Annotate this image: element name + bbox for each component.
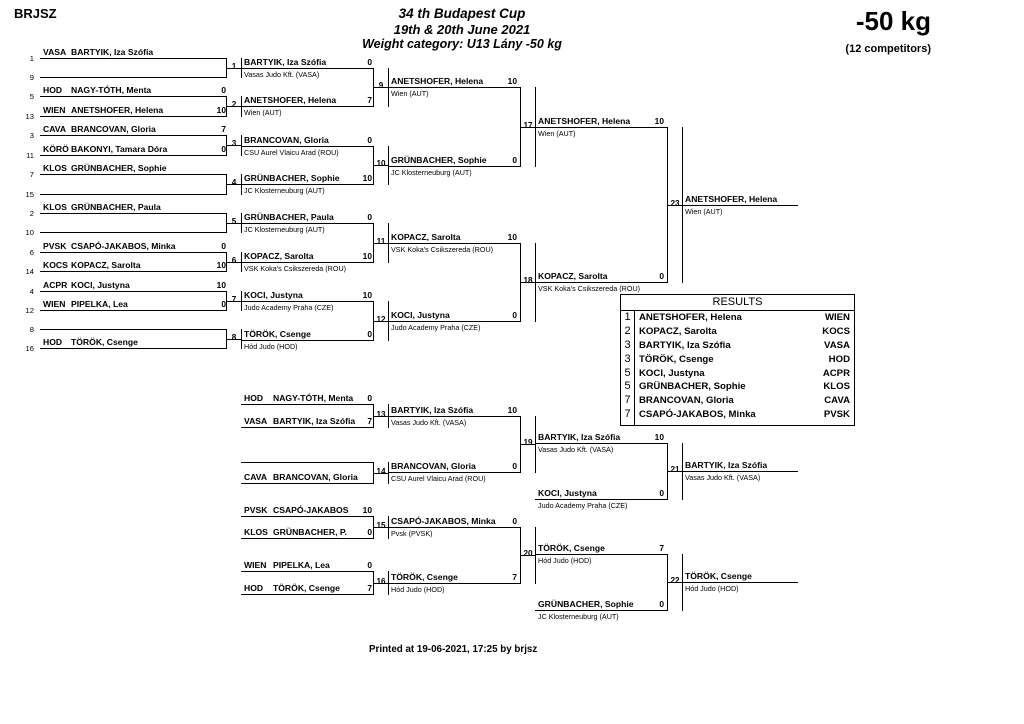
result-club: KOCS (822, 325, 850, 337)
rep-club-code: WIEN (244, 560, 267, 570)
results-table (620, 294, 855, 426)
rep-r1-name: BRANCOVAN, Gloria (391, 461, 476, 471)
rep-r1-name: CSAPÓ-JAKABOS, Minka (391, 516, 496, 526)
result-row (621, 367, 854, 381)
result-club: WIEN (824, 312, 850, 323)
result-name: TÖRÖK, Csenge (639, 353, 714, 365)
seed-number: 13 (25, 112, 34, 121)
draw-club: PVSK (43, 241, 67, 251)
rep-r1-name: TÖRÖK, Csenge (391, 572, 458, 582)
seed-number: 16 (25, 344, 34, 353)
match-number: 17 (523, 120, 533, 130)
r1-line (241, 68, 373, 69)
bronze-line (682, 582, 798, 583)
draw-club: HOD (43, 337, 63, 347)
seed-number: 5 (29, 92, 34, 101)
draw-club: KLOS (43, 202, 67, 212)
rep-score: 7 (367, 416, 372, 426)
rep-r2-name: BARTYIK, Iza Szófia (538, 432, 621, 442)
r1-score: 0 (367, 135, 372, 145)
draw-name: PIPELKA, Lea (71, 299, 128, 309)
rep-r1-score: 7 (512, 572, 517, 582)
r2-score: 10 (507, 76, 517, 86)
result-place: 1 (624, 311, 631, 323)
rep-line (241, 516, 373, 517)
r2-club: VSK Koka's Csikszereda (ROU) (391, 245, 494, 254)
draw-line (40, 194, 226, 195)
r1-name: GRÜNBACHER, Paula (244, 212, 334, 222)
rep-r2-name: TÖRÖK, Csenge (538, 543, 605, 553)
result-place: 2 (624, 324, 631, 337)
draw-club: ACPR (43, 280, 68, 290)
draw-line (40, 135, 226, 136)
match-number: 18 (523, 276, 533, 285)
result-row (621, 311, 854, 325)
match-number: 23 (670, 199, 680, 208)
seed-number: 7 (29, 170, 34, 179)
rep-r2-score: 0 (659, 488, 664, 498)
rep-line (241, 571, 373, 572)
draw-club: WIEN (43, 105, 66, 115)
rep-club-code: CAVA (244, 472, 268, 482)
draw-name: GRÜNBACHER, Sophie (71, 163, 167, 173)
rep-r2-line (535, 499, 667, 500)
draw-line (40, 96, 226, 97)
draw-name: GRÜNBACHER, Paula (71, 202, 161, 212)
rep-score: 0 (367, 560, 372, 570)
draw-club: KLOS (43, 163, 67, 173)
rep-line (241, 404, 373, 405)
rep-score: 10 (362, 505, 372, 515)
r2-score: 10 (507, 232, 517, 242)
r1-line (241, 106, 373, 107)
r2-name: KOPACZ, Sarolta (391, 232, 461, 242)
draw-club: CAVA (43, 124, 67, 134)
rep-r1-score: 10 (507, 405, 517, 415)
draw-name: KOCI, Justyna (71, 280, 130, 290)
result-place: 3 (624, 338, 631, 351)
draw-name: CSAPÓ-JAKABOS, Minka (71, 241, 176, 251)
rep-club-code: VASA (244, 416, 268, 426)
r1-name: TÖRÖK, Csenge (244, 329, 311, 339)
rep-line (241, 594, 373, 595)
r2-name: GRÜNBACHER, Sophie (391, 155, 487, 165)
rep-r2-line (535, 610, 667, 611)
draw-line (40, 310, 226, 311)
rep-r1-score: 0 (512, 461, 517, 471)
draw-score: 7 (221, 124, 226, 134)
draw-line (40, 348, 226, 349)
match-box (388, 462, 389, 484)
rep-r1-line (388, 527, 520, 528)
rep-club-code: KLOS (244, 527, 268, 537)
final-club: Wien (AUT) (685, 207, 723, 216)
match-number: 4 (231, 178, 237, 187)
r1-line (241, 184, 373, 185)
rep-line (241, 538, 373, 539)
r1-score: 10 (362, 251, 372, 261)
weight-class: -50 kg (855, 6, 931, 36)
result-row (621, 394, 854, 408)
rep-r1-name: BARTYIK, Iza Szófia (391, 405, 474, 415)
match-number: 3 (231, 139, 237, 148)
match-box (535, 416, 536, 473)
result-club: HOD (828, 353, 850, 365)
match-number: 5 (231, 216, 237, 226)
draw-score: 10 (216, 280, 226, 290)
draw-name: NAGY-TÓTH, Menta (71, 85, 152, 95)
r2-name: ANETSHOFER, Helena (391, 76, 484, 86)
r1-line (241, 146, 373, 147)
draw-club: KOCS (43, 260, 68, 270)
rep-score: 7 (367, 583, 372, 593)
rep-r2-club: Vasas Judo Kft. (VASA) (538, 445, 614, 454)
r2-line (388, 87, 520, 88)
draw-score: 10 (216, 105, 226, 115)
match-box (241, 329, 242, 349)
r1-name: BRANCOVAN, Gloria (244, 135, 329, 145)
match-box (535, 527, 536, 584)
result-row (621, 408, 854, 422)
match-number: 6 (231, 255, 237, 265)
r1-name: BARTYIK, Iza Szófia (244, 57, 327, 67)
match-number: 22 (670, 576, 680, 585)
draw-name: KOPACZ, Sarolta (71, 260, 141, 270)
rep-r2-club: JC Klosterneuburg (AUT) (538, 612, 619, 621)
semi-name: KOPACZ, Sarolta (538, 271, 608, 281)
r1-club: JC Klosterneuburg (AUT) (244, 225, 325, 234)
rep-line (241, 462, 373, 463)
seed-number: 12 (25, 306, 34, 315)
result-place: 3 (624, 352, 631, 365)
r1-club: JC Klosterneuburg (AUT) (244, 186, 325, 195)
seed-number: 4 (29, 287, 34, 296)
match-number: 11 (376, 236, 386, 246)
rep-r2-score: 0 (659, 599, 664, 609)
seed-number: 15 (25, 190, 34, 199)
seed-number: 11 (26, 151, 34, 160)
competitor-count: (12 competitors) (845, 43, 931, 55)
rep-score: 0 (367, 527, 372, 537)
rep-r1-club: Vasas Judo Kft. (VASA) (391, 418, 467, 427)
result-name: ANETSHOFER, Helena (639, 312, 742, 323)
rep-r1-club: Pvsk (PVSK) (391, 529, 433, 538)
draw-name: BAKONYI, Tamara Dóra (71, 144, 168, 154)
r1-club: Vasas Judo Kft. (VASA) (244, 70, 320, 79)
r1-line (241, 223, 373, 224)
match-number: 8 (231, 332, 237, 342)
rep-r2-line (535, 554, 667, 555)
semi-name: ANETSHOFER, Helena (538, 116, 631, 126)
draw-line (40, 329, 226, 330)
match-number: 19 (523, 438, 533, 447)
draw-line (40, 213, 226, 214)
r1-club: CSU Aurel Vlaicu Arad (ROU) (244, 148, 339, 157)
r2-club: Judo Academy Praha (CZE) (391, 323, 481, 332)
r1-club: Judo Academy Praha (CZE) (244, 303, 334, 312)
match-number: 15 (376, 521, 386, 530)
r2-name: KOCI, Justyna (391, 310, 450, 320)
match-number: 1 (231, 61, 237, 71)
draw-score: 0 (221, 299, 226, 309)
draw-line (40, 232, 226, 233)
draw-line (40, 252, 226, 253)
semi-club: VSK Koka's Csikszereda (ROU) (538, 284, 641, 293)
draw-name: BRANCOVAN, Gloria (71, 124, 156, 134)
r1-line (241, 262, 373, 263)
r1-score: 0 (367, 212, 372, 222)
rep-name: BARTYIK, Iza Szófia (273, 416, 356, 426)
draw-line (40, 58, 226, 59)
bronze-name: BARTYIK, Iza Szófia (685, 460, 768, 470)
rep-r2-club: Hód Judo (HOD) (538, 556, 592, 565)
seed-number: 1 (29, 54, 34, 63)
result-club: PVSK (823, 409, 850, 421)
rep-line (241, 483, 373, 484)
bronze-club: Hód Judo (HOD) (685, 584, 739, 593)
semi-score: 10 (654, 116, 664, 126)
r1-score: 0 (367, 329, 372, 339)
rep-r2-name: GRÜNBACHER, Sophie (538, 599, 634, 609)
result-name: GRÜNBACHER, Sophie (639, 381, 746, 393)
result-place: 5 (624, 380, 631, 393)
result-row (621, 339, 854, 353)
match-number: 2 (231, 100, 237, 109)
r2-score: 0 (512, 310, 517, 320)
r1-club: Wien (AUT) (244, 108, 282, 117)
draw-name: BARTYIK, Iza Szófia (71, 47, 154, 57)
r1-line (241, 340, 373, 341)
result-row (621, 325, 854, 339)
org-code: BRJSZ (14, 6, 57, 21)
draw-club: VASA (43, 47, 67, 57)
result-place: 7 (624, 408, 631, 421)
draw-score: 0 (221, 241, 226, 251)
rep-r2-line (535, 443, 667, 444)
print-footer: Printed at 19-06-2021, 17:25 by brjsz (369, 644, 538, 655)
rep-r1-line (388, 416, 520, 417)
result-name: KOCI, Justyna (639, 367, 705, 379)
rep-score: 0 (367, 393, 372, 403)
draw-score: 0 (221, 85, 226, 95)
weight-category: Weight category: U13 Lány -50 kg (362, 37, 562, 51)
match-number: 13 (376, 409, 386, 419)
r1-club: Hód Judo (HOD) (244, 342, 298, 351)
semi-line (535, 282, 667, 283)
rep-name: NAGY-TÓTH, Menta (273, 393, 354, 403)
match-number: 16 (376, 576, 386, 586)
seed-number: 6 (29, 248, 34, 257)
final-line (682, 205, 798, 206)
draw-score: 0 (221, 144, 226, 154)
semi-score: 0 (659, 271, 664, 281)
results-rows (621, 311, 854, 422)
rep-club-code: HOD (244, 583, 264, 593)
bronze-line (682, 471, 798, 472)
r2-score: 0 (512, 155, 517, 165)
rep-r1-club: CSU Aurel Vlaicu Arad (ROU) (391, 474, 486, 483)
result-place: 7 (624, 394, 631, 407)
r2-club: JC Klosterneuburg (AUT) (391, 168, 472, 177)
event-dates: 19th & 20th June 2021 (393, 22, 531, 37)
result-name: CSAPÓ-JAKABOS, Minka (639, 409, 756, 421)
r1-name: ANETSHOFER, Helena (244, 95, 337, 105)
rep-name: GRÜNBACHER, P. (273, 527, 347, 537)
rep-r1-line (388, 472, 520, 473)
match-number: 12 (376, 314, 386, 324)
result-place: 5 (624, 366, 631, 379)
r1-name: KOPACZ, Sarolta (244, 251, 314, 261)
result-name: BRANCOVAN, Gloria (639, 395, 734, 407)
rep-r2-club: Judo Academy Praha (CZE) (538, 501, 628, 510)
r2-line (388, 166, 520, 167)
draw-line (40, 291, 226, 292)
semi-club: Wien (AUT) (538, 129, 576, 138)
rep-club-code: PVSK (244, 505, 268, 515)
r1-line (241, 301, 373, 302)
rep-line (241, 427, 373, 428)
r1-score: 10 (362, 290, 372, 300)
result-club: KLOS (823, 381, 850, 393)
result-club: ACPR (822, 367, 850, 379)
result-club: CAVA (824, 395, 850, 407)
rep-r1-club: Hód Judo (HOD) (391, 585, 445, 594)
bronze-name: TÖRÖK, Csenge (685, 571, 752, 581)
draw-club: KÖRÖ (43, 144, 69, 154)
result-row (621, 353, 854, 367)
result-club: VASA (824, 339, 850, 351)
r1-score: 7 (367, 95, 372, 105)
r2-club: Wien (AUT) (391, 89, 429, 98)
draw-line (40, 271, 226, 272)
result-row (621, 380, 854, 394)
r2-line (388, 321, 520, 322)
results-title: RESULTS (621, 295, 854, 311)
rep-r2-name: KOCI, Justyna (538, 488, 597, 498)
result-name: BARTYIK, Iza Szófia (639, 339, 731, 351)
r1-name: GRÜNBACHER, Sophie (244, 173, 340, 183)
seed-number: 2 (29, 209, 34, 218)
rep-name: CSAPÓ-JAKABOS (273, 505, 349, 515)
draw-name: ANETSHOFER, Helena (71, 105, 164, 115)
r2-line (388, 243, 520, 244)
rep-name: BRANCOVAN, Gloria (273, 472, 358, 482)
bronze-club: Vasas Judo Kft. (VASA) (685, 473, 761, 482)
match-number: 21 (670, 465, 680, 474)
r1-score: 10 (362, 173, 372, 183)
match-number: 20 (523, 549, 533, 558)
rep-r1-score: 0 (512, 516, 517, 526)
seed-number: 14 (25, 267, 34, 276)
match-number: 7 (231, 294, 237, 304)
draw-line (40, 174, 226, 175)
match-number: 9 (378, 81, 384, 90)
match-number: 14 (376, 466, 386, 476)
r1-club: VSK Koka's Csikszereda (ROU) (244, 264, 347, 273)
rep-r2-score: 10 (654, 432, 664, 442)
seed-number: 9 (29, 73, 34, 82)
draw-line (40, 116, 226, 117)
draw-score: 10 (216, 260, 226, 270)
seed-number: 8 (29, 325, 34, 334)
rep-r2-score: 7 (659, 543, 664, 553)
rep-name: PIPELKA, Lea (273, 560, 330, 570)
draw-club: HOD (43, 85, 63, 95)
draw-line (40, 155, 226, 156)
seed-number: 3 (29, 131, 34, 140)
draw-name: TÖRÖK, Csenge (71, 337, 138, 347)
draw-club: WIEN (43, 299, 66, 309)
rep-club-code: HOD (244, 393, 264, 403)
r1-name: KOCI, Justyna (244, 290, 303, 300)
semi-line (535, 127, 667, 128)
rep-name: TÖRÖK, Csenge (273, 583, 340, 593)
event-title: 34 th Budapest Cup (398, 6, 526, 21)
rep-r1-line (388, 583, 520, 584)
match-number: 10 (376, 159, 386, 168)
r1-score: 0 (367, 57, 372, 67)
final-name: ANETSHOFER, Helena (685, 194, 778, 204)
draw-line (40, 77, 226, 78)
seed-number: 10 (25, 228, 34, 237)
result-name: KOPACZ, Sarolta (639, 325, 717, 337)
